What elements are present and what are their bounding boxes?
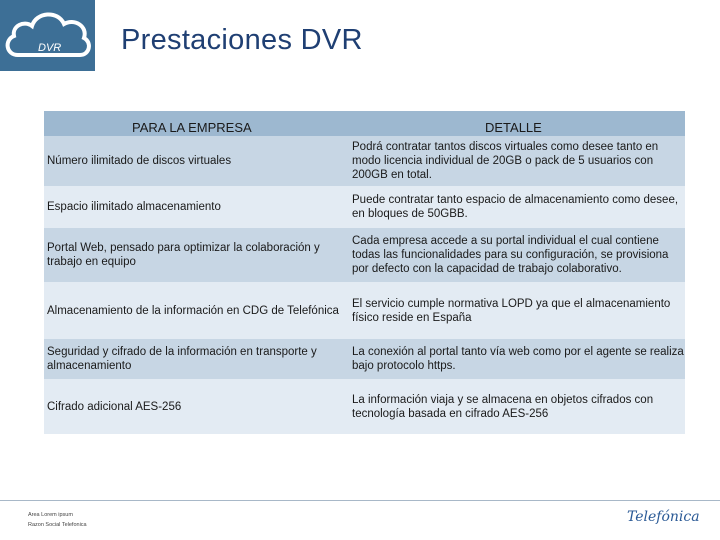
footer-area-text: Area Lorem ipsum xyxy=(28,512,73,518)
row-detail: Puede contratar tanto espacio de almacenamiento como desee, en bloques de 50GBB. xyxy=(352,194,679,220)
features-table xyxy=(44,111,685,434)
table-row xyxy=(44,282,685,339)
table-row xyxy=(44,228,685,282)
table-row xyxy=(44,379,685,434)
row-feature: Número ilimitado de discos virtuales xyxy=(47,155,232,167)
footer-company-text: Razon Social Telefonica xyxy=(28,522,87,528)
row-detail: Podrá contratar tantos discos virtuales como desee tanto en modo licencia individual de 20GB o pack de 5 usuarios con 200GB en total. xyxy=(352,141,659,181)
header-detalle: DETALLE xyxy=(485,120,542,135)
cloud-icon xyxy=(0,0,95,71)
row-detail: La conexión al portal tanto vía web como por el agente se realiza bajo protocolo https. xyxy=(352,346,684,372)
table-header xyxy=(44,111,685,136)
logo-text: DVR xyxy=(38,42,62,54)
telefonica-logo: Telefónica xyxy=(627,509,700,525)
header-para-la-empresa: PARA LA EMPRESA xyxy=(132,120,252,135)
row-detail: El servicio cumple normativa LOPD ya que el almacenamiento físico reside en España xyxy=(352,297,671,324)
dvr-logo xyxy=(0,0,95,71)
table-row xyxy=(44,186,685,228)
row-detail: Cada empresa accede a su portal individual el cual contiene todas las funcionalidades para su configuración, se provisiona por defecto con la capacidad de trabajo colaborativo. xyxy=(352,235,669,275)
page-title: Prestaciones DVR xyxy=(121,24,363,56)
footer-divider xyxy=(0,500,720,501)
table-row xyxy=(44,136,685,186)
row-feature: Portal Web, pensado para optimizar la colaboración y trabajo en equipo xyxy=(47,242,320,268)
table-row xyxy=(44,339,685,379)
row-feature: Seguridad y cifrado de la información en transporte y almacenamiento xyxy=(47,346,317,372)
row-feature: Almacenamiento de la información en CDG de Telefónica xyxy=(47,304,339,317)
row-detail: La información viaja y se almacena en objetos cifrados con tecnología basada en cifrado AES-256 xyxy=(352,393,654,420)
row-feature: Cifrado adicional AES-256 xyxy=(47,400,182,413)
row-feature: Espacio ilimitado almacenamiento xyxy=(47,201,221,213)
